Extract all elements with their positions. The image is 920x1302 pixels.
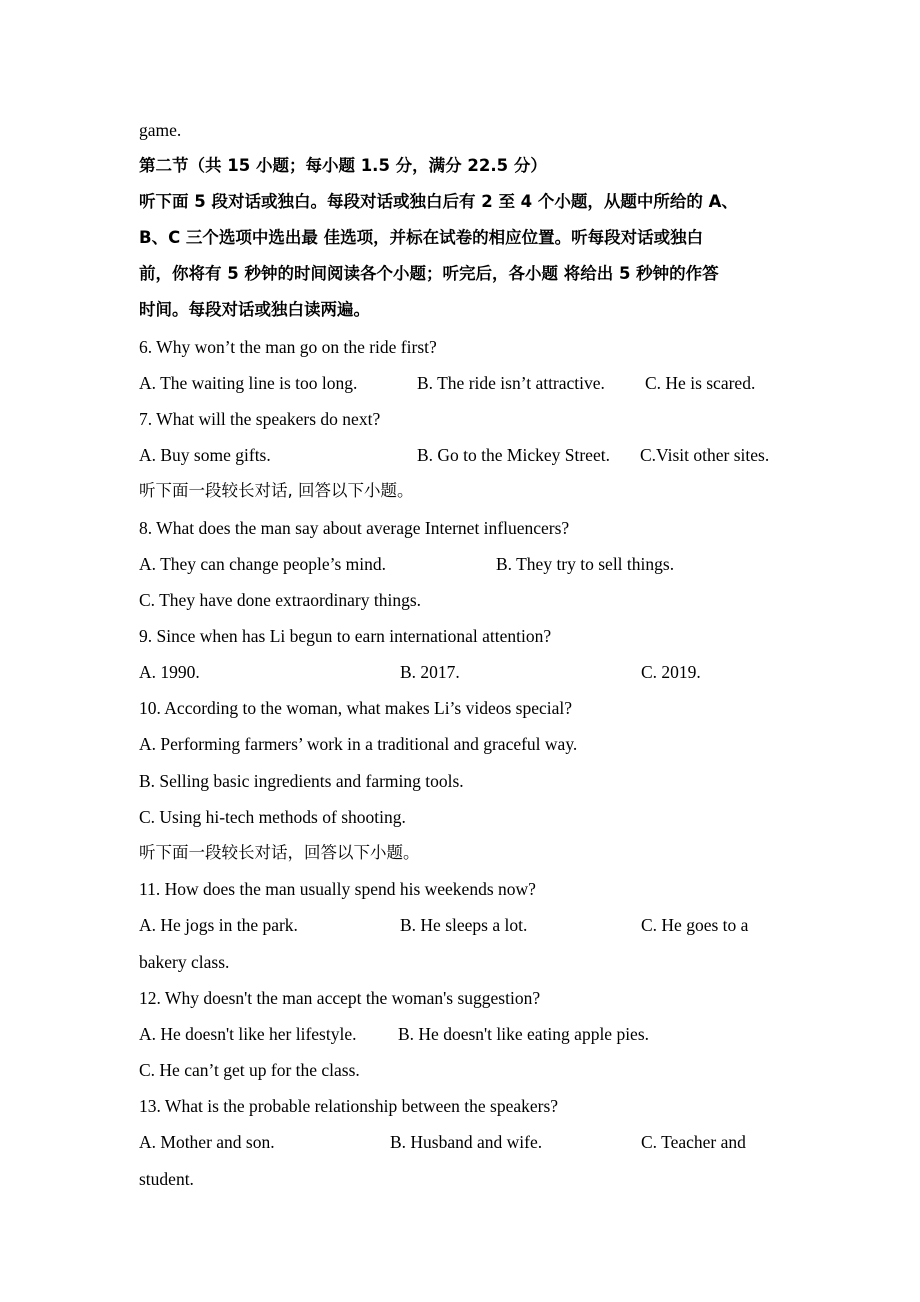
question-13-option-c-continued: student.	[139, 1169, 194, 1189]
question-7-option-b: B. Go to the Mickey Street.	[417, 445, 610, 465]
question-10-option-b: B. Selling basic ingredients and farming tools.	[139, 771, 464, 791]
question-9-option-a: A. 1990.	[139, 662, 200, 682]
question-12-option-c: C. He can’t get up for the class.	[139, 1060, 360, 1080]
question-6-option-c: C. He is scared.	[645, 373, 756, 393]
question-6: 6. Why won’t the man go on the ride first?	[139, 337, 437, 357]
instructions-line-4: 时间。每段对话或独白读两遍。	[139, 300, 370, 319]
question-8: 8. What does the man say about average Internet influencers?	[139, 518, 570, 538]
question-11-option-c-continued: bakery class.	[139, 952, 230, 972]
question-7-option-a: A. Buy some gifts.	[139, 445, 271, 465]
question-10-option-c: C. Using hi-tech methods of shooting.	[139, 807, 406, 827]
question-9-option-c: C. 2019.	[641, 662, 701, 682]
question-13: 13. What is the probable relationship between the speakers?	[139, 1096, 559, 1116]
question-11-option-b: B. He sleeps a lot.	[400, 915, 528, 935]
instructions-line-2: B、C 三个选项中选出最 佳选项，并标在试卷的相应位置。听每段对话或独白	[139, 228, 704, 247]
question-10-option-a: A. Performing farmers’ work in a traditional and graceful way.	[139, 734, 578, 754]
question-12-option-a: A. He doesn't like her lifestyle.	[139, 1024, 357, 1044]
question-12: 12. Why doesn't the man accept the woman's suggestion?	[139, 988, 541, 1008]
question-9-option-b: B. 2017.	[400, 662, 460, 682]
section-title: 第二节（共 15 小题；每小题 1.5 分，满分 22.5 分）	[139, 156, 547, 175]
dialogue-intro-11: 听下面一段较长对话，回答以下小题。	[139, 843, 420, 862]
question-7: 7. What will the speakers do next?	[139, 409, 381, 429]
question-13-option-a: A. Mother and son.	[139, 1132, 275, 1152]
question-11: 11. How does the man usually spend his weekends now?	[139, 879, 536, 899]
instructions-line-1: 听下面 5 段对话或独白。每段对话或独白后有 2 至 4 个小题，从题中所给的 A、	[139, 192, 738, 211]
instructions-line-3: 前，你将有 5 秒钟的时间阅读各个小题；听完后，各小题 将给出 5 秒钟的作答	[139, 264, 719, 283]
question-12-option-b: B. He doesn't like eating apple pies.	[398, 1024, 650, 1044]
question-11-option-c: C. He goes to a	[641, 915, 749, 935]
question-6-option-b: B. The ride isn’t attractive.	[417, 373, 605, 393]
question-10: 10. According to the woman, what makes Li’s videos special?	[139, 698, 573, 718]
dialogue-intro-8: 听下面一段较长对话, 回答以下小题。	[139, 481, 414, 500]
question-13-option-b: B. Husband and wife.	[390, 1132, 543, 1152]
question-13-option-c: C. Teacher and	[641, 1132, 746, 1152]
question-11-option-a: A. He jogs in the park.	[139, 915, 298, 935]
question-7-option-c: C.Visit other sites.	[640, 445, 770, 465]
question-9: 9. Since when has Li begun to earn international attention?	[139, 626, 552, 646]
question-8-option-b: B. They try to sell things.	[496, 554, 675, 574]
question-8-option-a: A. They can change people’s mind.	[139, 554, 387, 574]
question-6-option-a: A. The waiting line is too long.	[139, 373, 358, 393]
continued-text: game.	[139, 120, 182, 140]
question-8-option-c: C. They have done extraordinary things.	[139, 590, 422, 610]
